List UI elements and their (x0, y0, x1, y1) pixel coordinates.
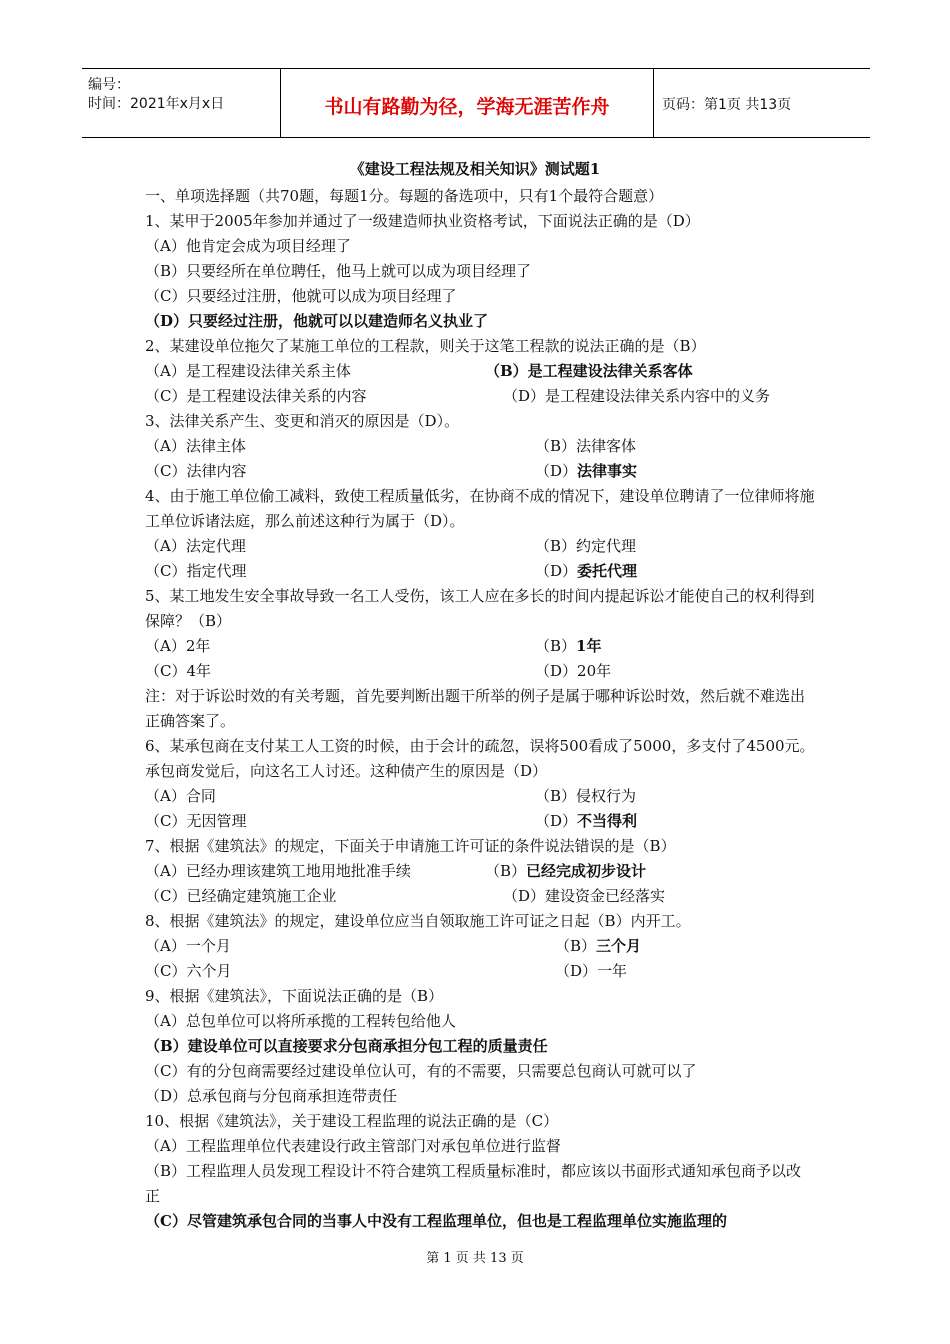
time-label: 时间：2021年x月x日 (88, 96, 225, 112)
option-row (145, 384, 815, 409)
page-footer: 第 1 页 共 13 页 (426, 1251, 524, 1266)
question-stem: 6、某承包商在支付某工人工资的时候，由于会计的疏忽，误将500看成了5000，多支付了4500元。承包商发觉后，向这名工人讨还。这种债产生的原因是（D） (145, 737, 815, 780)
option-b-answer (485, 859, 646, 884)
option-b-prefix: （B） (555, 937, 597, 955)
option-c-answer: （C）尽管建筑承包合同的当事人中没有工程监理单位，但也是工程监理单位实施监理的 (145, 1212, 727, 1230)
option-c: （C）有的分包商需要经过建设单位认可，有的不需要，只需要总包商认可就可以了 (145, 1062, 697, 1080)
option-c: （C）指定代理 (145, 562, 247, 580)
option-d: （D）是工程建设法律关系内容中的义务 (503, 387, 771, 405)
option-row (145, 784, 815, 809)
option-a: （A）合同 (145, 787, 216, 805)
option-d: （D）建设资金已经落实 (503, 887, 666, 905)
option-row (145, 884, 815, 909)
option-a: （A）是工程建设法律关系主体 (145, 362, 351, 380)
question-stem: 3、法律关系产生、变更和消灭的原因是（D）。 (145, 412, 460, 430)
page-header (82, 68, 870, 138)
option-d: （D）20年 (535, 662, 612, 680)
option-row (145, 659, 815, 684)
question-stem: 2、某建设单位拖欠了某施工单位的工程款，则关于这笔工程款的说法正确的是（B） (145, 337, 706, 355)
option-a: （A）工程监理单位代表建设行政主管部门对承包单位进行监督 (145, 1137, 561, 1155)
section-heading: 一、单项选择题（共70题，每题1分。每题的备选项中，只有1个最符合题意） (145, 187, 664, 205)
document-title: 《建设工程法规及相关知识》测试题1 (349, 160, 601, 178)
option-a: （A）他肯定会成为项目经理了 (145, 237, 351, 255)
question-stem: 9、根据《建筑法》，下面说法正确的是（B） (145, 987, 444, 1005)
option-c: （C）4年 (145, 662, 212, 680)
question-stem: 5、某工地发生安全事故导致一名工人受伤，该工人应在多长的时间内提起诉讼才能使自己的权利得到保障？（B） (145, 587, 815, 630)
option-b-prefix: （B） (535, 637, 577, 655)
option-b-text: 三个月 (596, 937, 642, 955)
option-b: （B）法律客体 (535, 437, 637, 455)
option-d-answer (535, 809, 637, 834)
option-a: （A）法定代理 (145, 537, 246, 555)
option-d-answer (535, 559, 637, 584)
option-a: （A）法律主体 (145, 437, 246, 455)
option-b: （B）侵权行为 (535, 787, 637, 805)
header-page-cell (654, 69, 870, 137)
option-b-text: 已经完成初步设计 (526, 862, 647, 880)
option-a: （A）2年 (145, 637, 211, 655)
option-b-answer (535, 634, 601, 659)
option-d-text: 法律事实 (577, 462, 638, 480)
option-row (145, 859, 815, 884)
option-d: （D）一年 (555, 962, 628, 980)
option-b-prefix: （B） (485, 862, 527, 880)
option-d-answer: （D）只要经过注册，他就可以以建造师名义执业了 (145, 312, 489, 330)
option-a: （A）一个月 (145, 937, 231, 955)
option-b-answer: （B）是工程建设法律关系客体 (485, 362, 693, 380)
option-a: （A）总包单位可以将所承揽的工程转包给他人 (145, 1012, 456, 1030)
question-stem: 10、根据《建筑法》，关于建设工程监理的说法正确的是（C） (145, 1112, 559, 1130)
option-b: （B）只要经所在单位聘任，他马上就可以成为项目经理了 (145, 262, 532, 280)
option-d-answer (535, 459, 637, 484)
option-row (145, 459, 815, 484)
motto: 书山有路勤为径，学海无涯苦作舟 (324, 96, 610, 118)
option-b-answer (555, 934, 641, 959)
option-row (145, 934, 815, 959)
option-b: （B）工程监理人员发现工程设计不符合建筑工程质量标准时，都应该以书面形式通知承包商予以改正 (145, 1162, 802, 1205)
note: 注：对于诉讼时效的有关考题，首先要判断出题干所举的例子是属于哪种诉讼时效，然后就不难选出正确答案了。 (145, 687, 806, 730)
option-a: （A）已经办理该建筑工地用地批准手续 (145, 862, 411, 880)
option-row (145, 809, 815, 834)
option-c: （C）六个月 (145, 962, 232, 980)
option-row (145, 434, 815, 459)
option-c: （C）只要经过注册，他就可以成为项目经理了 (145, 287, 457, 305)
option-b-text: 1年 (576, 637, 602, 655)
option-c: （C）已经确定建筑施工企业 (145, 887, 337, 905)
option-c: （C）无因管理 (145, 812, 247, 830)
header-motto-cell (281, 69, 654, 137)
option-d: （D）总承包商与分包商承担连带责任 (145, 1087, 398, 1105)
page-info: 页码：第1页 共13页 (662, 97, 792, 113)
header-meta (82, 69, 281, 137)
option-row (145, 359, 815, 384)
option-d-text: 不当得利 (577, 812, 638, 830)
question-stem: 4、由于施工单位偷工减料，致使工程质量低劣，在协商不成的情况下，建设单位聘请了一位律师将施工单位诉诸法庭，那么前述这种行为属于（D）。 (145, 487, 815, 530)
question-stem: 7、根据《建筑法》的规定，下面关于申请施工许可证的条件说法错误的是（B） (145, 837, 676, 855)
option-c: （C）法律内容 (145, 462, 247, 480)
option-c: （C）是工程建设法律关系的内容 (145, 387, 367, 405)
document-body (145, 184, 815, 1234)
option-d-prefix: （D） (535, 812, 578, 830)
question-stem: 8、根据《建筑法》的规定，建设单位应当自领取施工许可证之日起（B）内开工。 (145, 912, 691, 930)
number-label: 编号： (88, 77, 130, 93)
option-row (145, 634, 815, 659)
option-row (145, 959, 815, 984)
option-d-text: 委托代理 (577, 562, 638, 580)
option-b: （B）约定代理 (535, 537, 637, 555)
option-b-answer: （B）建设单位可以直接要求分包商承担分包工程的质量责任 (145, 1037, 548, 1055)
question-stem: 1、某甲于2005年参加并通过了一级建造师执业资格考试，下面说法正确的是（D） (145, 212, 700, 230)
option-row (145, 559, 815, 584)
option-d-prefix: （D） (535, 462, 578, 480)
option-row (145, 534, 815, 559)
option-d-prefix: （D） (535, 562, 578, 580)
